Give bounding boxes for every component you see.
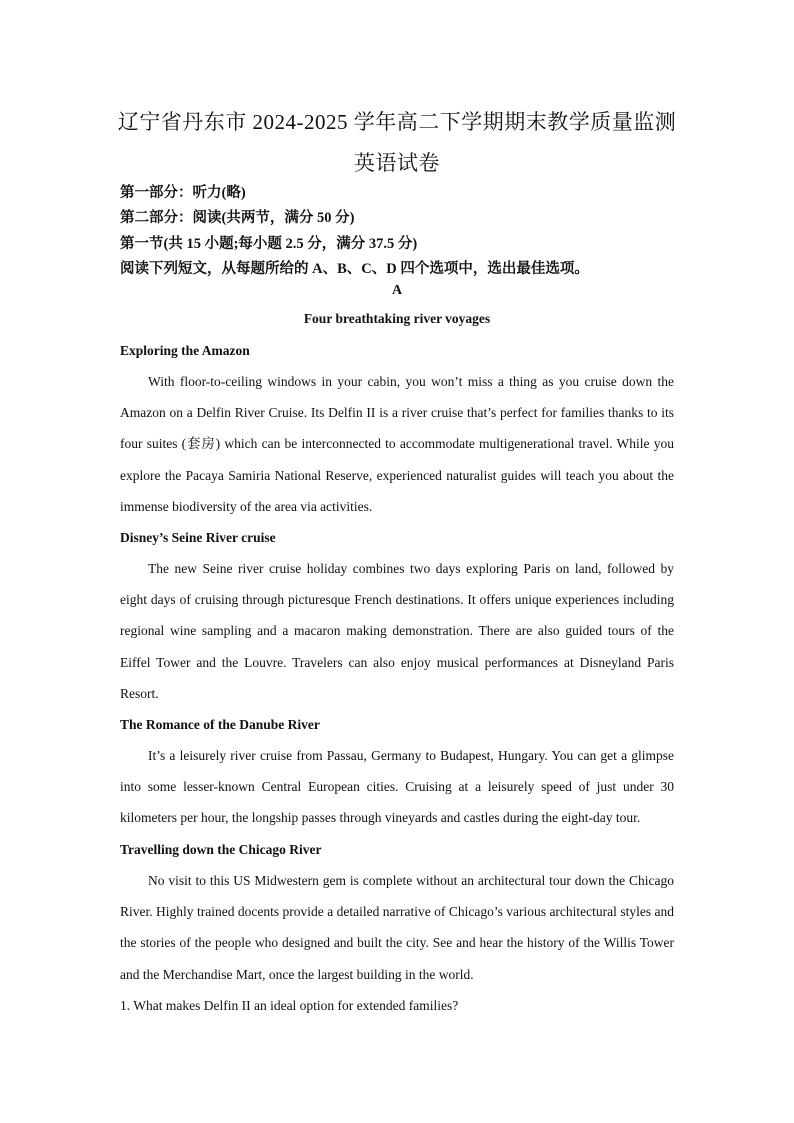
part2-heading: 第二部分：阅读(共两节，满分 50 分) bbox=[120, 210, 355, 226]
question-1: 1. What makes Delfin II an ideal option for extended families? bbox=[120, 998, 459, 1013]
passage-title: Four breathtaking river voyages bbox=[303, 311, 491, 326]
instruction-text: 阅读下列短文，从每题所给的 A、B、C、D 四个选项中，选出最佳选项。 bbox=[120, 261, 589, 277]
item-heading-seine: Disney’s Seine River cruise bbox=[120, 530, 276, 545]
item-text-amazon: With floor-to-ceiling windows in your cabin, you won’t miss a thing as you cruise down the Amazon on a Delfin River Cruise. Its Delfin II is a river cruise that’s perfect for families thanks to its four suites (套房) which can be interconnected to accommodate multigenerational travel. While you explore the Pacaya Samiria National Reserve, experienced naturalist guides will teach you about the immense biodiversity of the area via activities. bbox=[120, 374, 674, 514]
item-heading-chicago: Travelling down the Chicago River bbox=[120, 842, 322, 857]
passage-label: A bbox=[391, 283, 403, 298]
item-text-seine: The new Seine river cruise holiday combines two days exploring Paris on land, followed by eight days of cruising through picturesque French destinations. It offers unique experiences including regional wine sampling and a macaron making demonstration. There are also guided tours of the Eiffel Tower and the Louvre. Travelers can also enjoy musical performances at Disneyland Paris Resort. bbox=[120, 561, 674, 701]
section1-heading: 第一节(共 15 小题;每小题 2.5 分，满分 37.5 分) bbox=[120, 236, 418, 252]
part1-heading: 第一部分：听力(略) bbox=[120, 185, 246, 201]
item-text-chicago: No visit to this US Midwestern gem is complete without an architectural tour down the Chicago River. Highly trained docents provide a detailed narrative of Chicago’s various architectural styles and the stories of the people who designed and built the city. See and hear the history of the Willis Tower and the Merchandise Mart, once the largest building in the world. bbox=[120, 873, 674, 982]
exam-title: 辽宁省丹东市 2024-2025 学年高二下学期期末教学质量监测 bbox=[117, 110, 677, 134]
item-text-danube: It’s a leisurely river cruise from Passau, Germany to Budapest, Hungary. You can get a glimpse into some lesser-known Central European cities. Cruising at a leisurely speed of just under 30 kilometers per hour, the longship passes through vineyards and castles during the eight-day tour. bbox=[120, 748, 674, 826]
item-heading-amazon: Exploring the Amazon bbox=[120, 343, 250, 358]
item-heading-danube: The Romance of the Danube River bbox=[120, 717, 320, 732]
exam-subtitle: 英语试卷 bbox=[354, 151, 440, 175]
